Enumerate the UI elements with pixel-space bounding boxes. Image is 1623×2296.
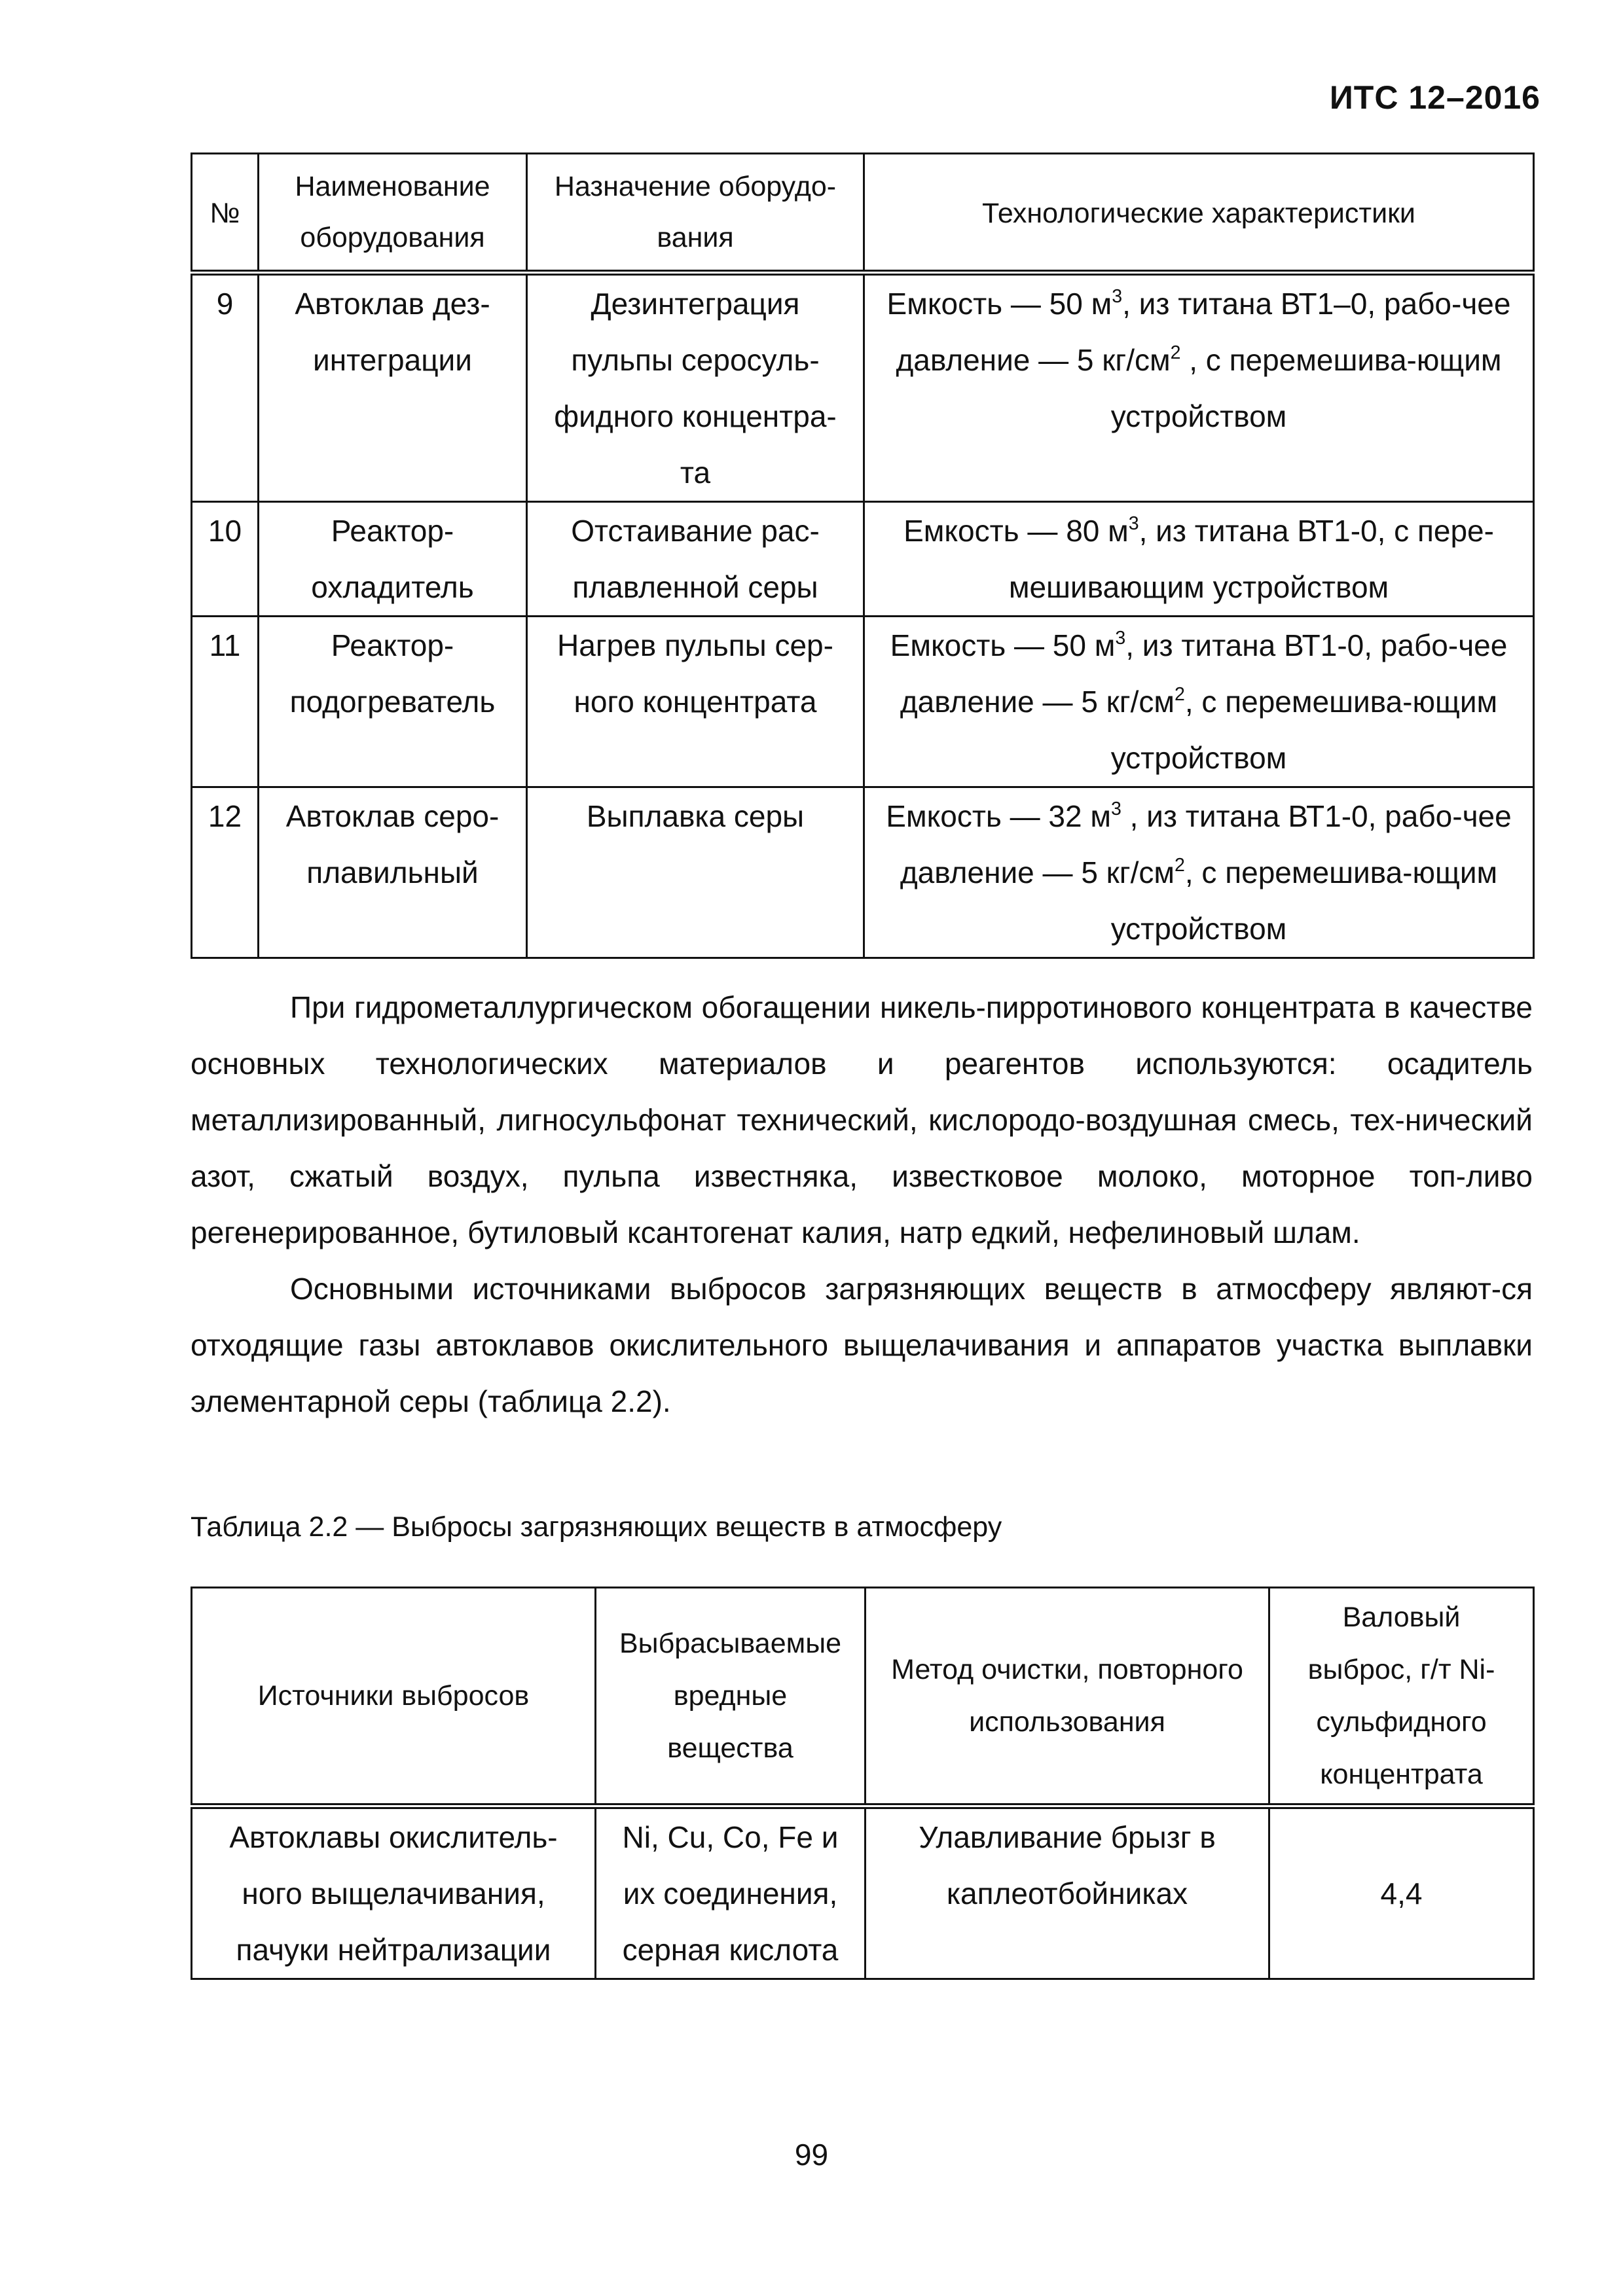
cell-name: Реактор-подогреватель <box>259 617 527 787</box>
header-specs: Технологические характеристики <box>864 154 1534 273</box>
table-row <box>192 273 1534 502</box>
equipment-table <box>191 152 1535 959</box>
cell-purpose: Нагрев пульпы сер-ного концентрата <box>527 617 864 787</box>
cell-num: 9 <box>192 273 259 502</box>
body-text <box>191 979 1533 1429</box>
cell-specs <box>864 273 1534 502</box>
specs-sup-2: 2 <box>1175 855 1185 876</box>
emissions-table <box>191 1587 1535 1980</box>
header-num: № <box>192 154 259 273</box>
cell-name: Реактор-охладитель <box>259 502 527 617</box>
cell-source: Автоклавы окислитель-ного выщелачивания, пачуки нейтрализации <box>192 1806 596 1979</box>
cell-method: Улавливание брызг в каплеотбойниках <box>866 1806 1269 1979</box>
table-row <box>192 617 1534 787</box>
specs-sup-1: 3 <box>1115 628 1126 649</box>
specs-text-b: , из титана ВТ1-0, рабо-чее давление — 5 кг/см <box>900 628 1508 719</box>
cell-num: 12 <box>192 787 259 958</box>
cell-substances: Ni, Cu, Co, Fe и их соединения, серная кислота <box>596 1806 866 1979</box>
paragraph: При гидрометаллургическом обогащении никель-пирротинового концентрата в качестве основных технологических материалов и реагентов используются: осадитель металлизированный, лигносульфонат технический, кислородо-воздушная смесь, тех-нический азот, сжатый воздух, пульпа известняка, известковое молоко, моторное топ-ливо регенерированное, бутиловый ксантогенат калия, натр едкий, нефелиновый шлам. <box>191 990 1533 1249</box>
header-purpose: Назначение оборудо-вания <box>527 154 864 273</box>
emissions-table-header-row <box>192 1588 1534 1806</box>
header-source: Источники выбросов <box>192 1588 596 1806</box>
specs-text-a: Емкость — 80 м <box>903 514 1129 548</box>
cell-gross: 4,4 <box>1269 1806 1534 1979</box>
table-caption: Таблица 2.2 — Выбросы загрязняющих веществ в атмосферу <box>191 1511 1002 1543</box>
header-method: Метод очистки, повторного использования <box>866 1588 1269 1806</box>
cell-purpose: Дезинтеграция пульпы серосуль-фидного концентра-та <box>527 273 864 502</box>
table-row <box>192 1806 1534 1979</box>
cell-num: 11 <box>192 617 259 787</box>
specs-sup-2: 2 <box>1170 342 1181 364</box>
cell-num: 10 <box>192 502 259 617</box>
specs-text-c: , с перемешива-ющим устройством <box>1110 855 1498 946</box>
specs-sup-1: 3 <box>1110 798 1122 820</box>
header-gross: Валовый выброс, г/т Ni-сульфидного концентрата <box>1269 1588 1534 1806</box>
cell-purpose: Выплавка серы <box>527 787 864 958</box>
table-row <box>192 502 1534 617</box>
specs-text-a: Емкость — 32 м <box>886 799 1111 833</box>
specs-sup-2: 2 <box>1175 684 1185 706</box>
specs-sup-1: 3 <box>1128 513 1139 535</box>
page-number: 99 <box>794 2138 829 2172</box>
specs-text-a: Емкость — 50 м <box>886 287 1112 321</box>
cell-specs <box>864 502 1534 617</box>
paragraph: Основными источниками выбросов загрязняющих веществ в атмосферу являют-ся отходящие газы автоклавов окислительного выщелачивания и аппаратов участка выплавки элементарной серы (таблица 2.2). <box>191 1272 1533 1418</box>
specs-text-b: , из титана ВТ1-0, рабо-чее давление — 5 кг/см <box>900 799 1512 889</box>
specs-sup-1: 3 <box>1112 286 1123 308</box>
specs-text-c: , с перемешива-ющим устройством <box>1110 343 1502 433</box>
document-code: ИТС 12–2016 <box>1329 79 1541 116</box>
specs-text-c: , с перемешива-ющим устройством <box>1110 685 1498 775</box>
cell-specs <box>864 617 1534 787</box>
equipment-table-header-row <box>192 154 1534 273</box>
cell-name: Автоклав дез-интеграции <box>259 273 527 502</box>
header-substances: Выбрасываемые вредные вещества <box>596 1588 866 1806</box>
specs-text-b: , из титана ВТ1-0, с пере-мешивающим устройством <box>1008 514 1494 604</box>
specs-text-b: , из титана ВТ1–0, рабо-чее давление — 5 кг/см <box>896 287 1511 377</box>
cell-purpose: Отстаивание рас-плавленной серы <box>527 502 864 617</box>
table-row <box>192 787 1534 958</box>
header-name: Наименование оборудования <box>259 154 527 273</box>
cell-name: Автоклав серо-плавильный <box>259 787 527 958</box>
specs-text-a: Емкость — 50 м <box>890 628 1116 662</box>
cell-specs <box>864 787 1534 958</box>
